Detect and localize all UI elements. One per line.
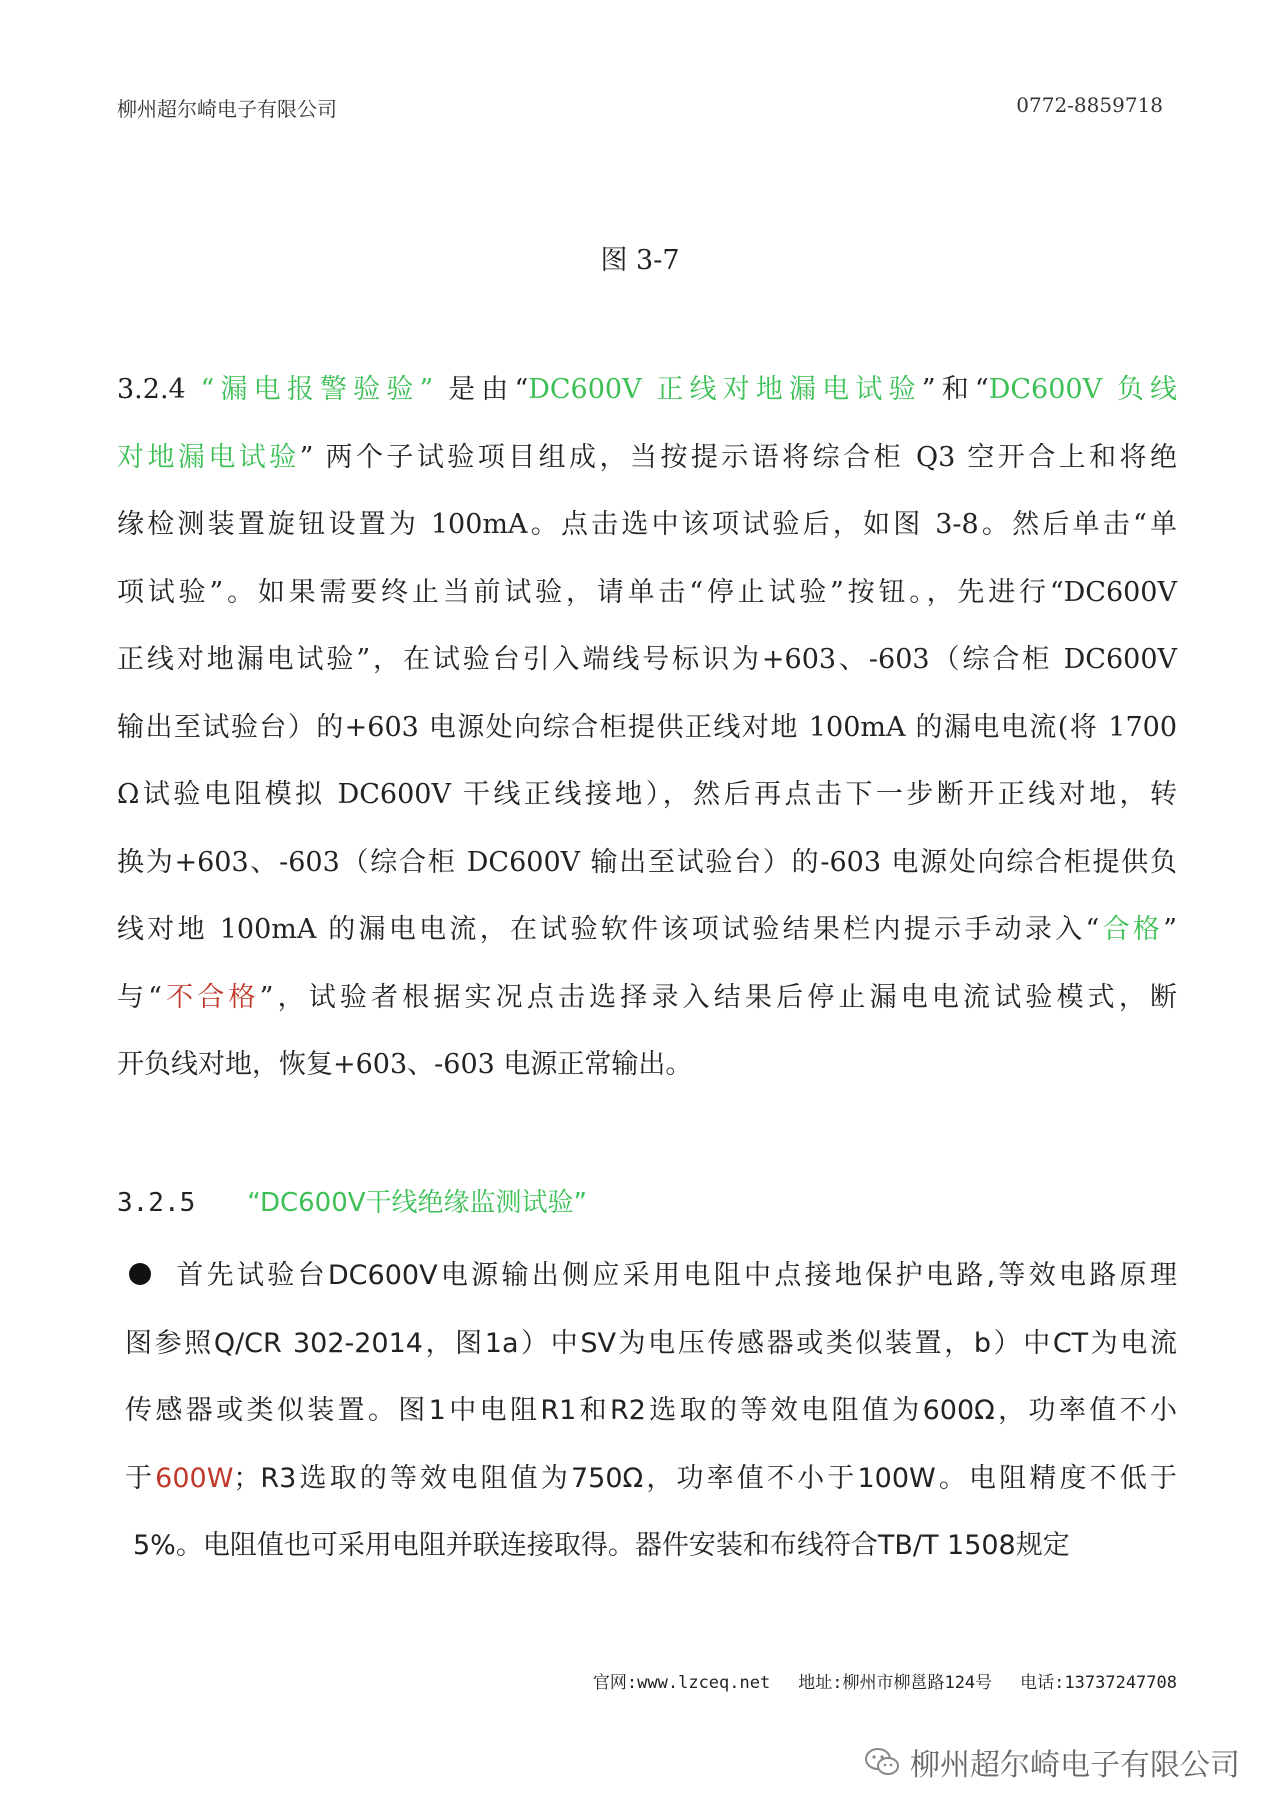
watermark-text: 柳州超尔崎电子有限公司 <box>910 1748 1240 1783</box>
bullet-icon <box>129 1263 151 1285</box>
para-line: 输出至试验台）的+603 电源处向综合柜提供正线对地 100mA 的漏电电流(将 1700 <box>117 711 1177 743</box>
wechat-icon <box>864 1747 900 1777</box>
term-positive-leak-test: DC600V 正线对地漏电试验 <box>528 374 922 405</box>
footer-website: 官网:www.lzceq.net <box>592 1673 771 1693</box>
para-line: Ω试验电阻模拟 DC600V 干线正线接地），然后再点击下一步断开正线对地，转 <box>117 779 1177 810</box>
section-3-2-5-heading <box>117 1182 587 1219</box>
para-line: 缘检测装置旋钮设置为 100mA。点击选中该项试验后，如图 3-8。然后单击“单 <box>117 509 1177 540</box>
para-line: 与“不合格”，试验者根据实况点击选择录入结果后停止漏电电流试验模式，断 <box>117 981 1177 1013</box>
section-title: “DC600V干线绝缘监测试验” <box>247 1188 588 1218</box>
para-line: 正线对地漏电试验”，在试验台引入端线号标识为+603、-603（综合柜 DC600V <box>117 644 1177 675</box>
footer <box>565 1668 1177 1693</box>
term-pass: 合格 <box>1099 914 1164 945</box>
header-phone: 0772-8859718 <box>1016 93 1163 117</box>
para-line: 图参照Q/CR 302-2014，图1a）中SV为电压传感器或类似装置，b）中CT为电流 <box>125 1327 1177 1359</box>
section-3-2-5-body <box>117 1242 1177 1580</box>
para-line: 传感器或类似装置。图1中电阻R1和R2选取的等效电阻值为600Ω，功率值不小 <box>125 1395 1177 1426</box>
header-company: 柳州超尔崎电子有限公司 <box>117 97 337 121</box>
para-line: 线对地 100mA 的漏电电流，在试验软件该项试验结果栏内提示手动录入“合格” <box>117 914 1177 945</box>
term-fail: 不合格 <box>161 981 260 1013</box>
footer-tel: 电话:13737247708 <box>1020 1673 1177 1693</box>
section-3-2-4 <box>117 356 1177 1099</box>
para-line: 3.2.4 “漏电报警验验” 是由“DC600V 正线对地漏电试验”和“DC600V 负线 <box>117 374 1178 405</box>
para-line: 于600W；R3选取的等效电阻值为750Ω，功率值不小于100W。电阻精度不低于 <box>125 1462 1178 1494</box>
para-line: 换为+603、-603（综合柜 DC600V 输出至试验台）的-603 电源处向综合柜提供负 <box>117 846 1177 878</box>
para-line: 5%。电阻值也可采用电阻并联连接取得。器件安装和布线符合TB/T 1508规定 <box>133 1530 1070 1561</box>
footer-address: 地址:柳州市柳邕路124号 <box>798 1673 993 1693</box>
para-line: 项试验”。如果需要终止当前试验，请单击“停止试验”按钮。，先进行“DC600V <box>117 576 1177 608</box>
term-leak-alarm: “漏电报警验验” <box>200 374 434 405</box>
watermark <box>864 1740 1240 1784</box>
para-line: 对地漏电试验” 两个子试验项目组成，当按提示语将综合柜 Q3 空开合上和将绝 <box>117 441 1177 473</box>
term-negative-leak-test: DC600V 负线 <box>988 374 1178 405</box>
term-600w: 600W <box>155 1462 234 1494</box>
para-line: 开负线对地，恢复+603、-603 电源正常输出。 <box>117 1049 693 1080</box>
figure-caption: 图 3-7 <box>600 245 680 276</box>
para-line: 首先试验台DC600V电源输出侧应采用电阻中点接地保护电路,等效电路原理 <box>117 1242 1177 1310</box>
section-number: 3.2.5 <box>117 1188 196 1218</box>
